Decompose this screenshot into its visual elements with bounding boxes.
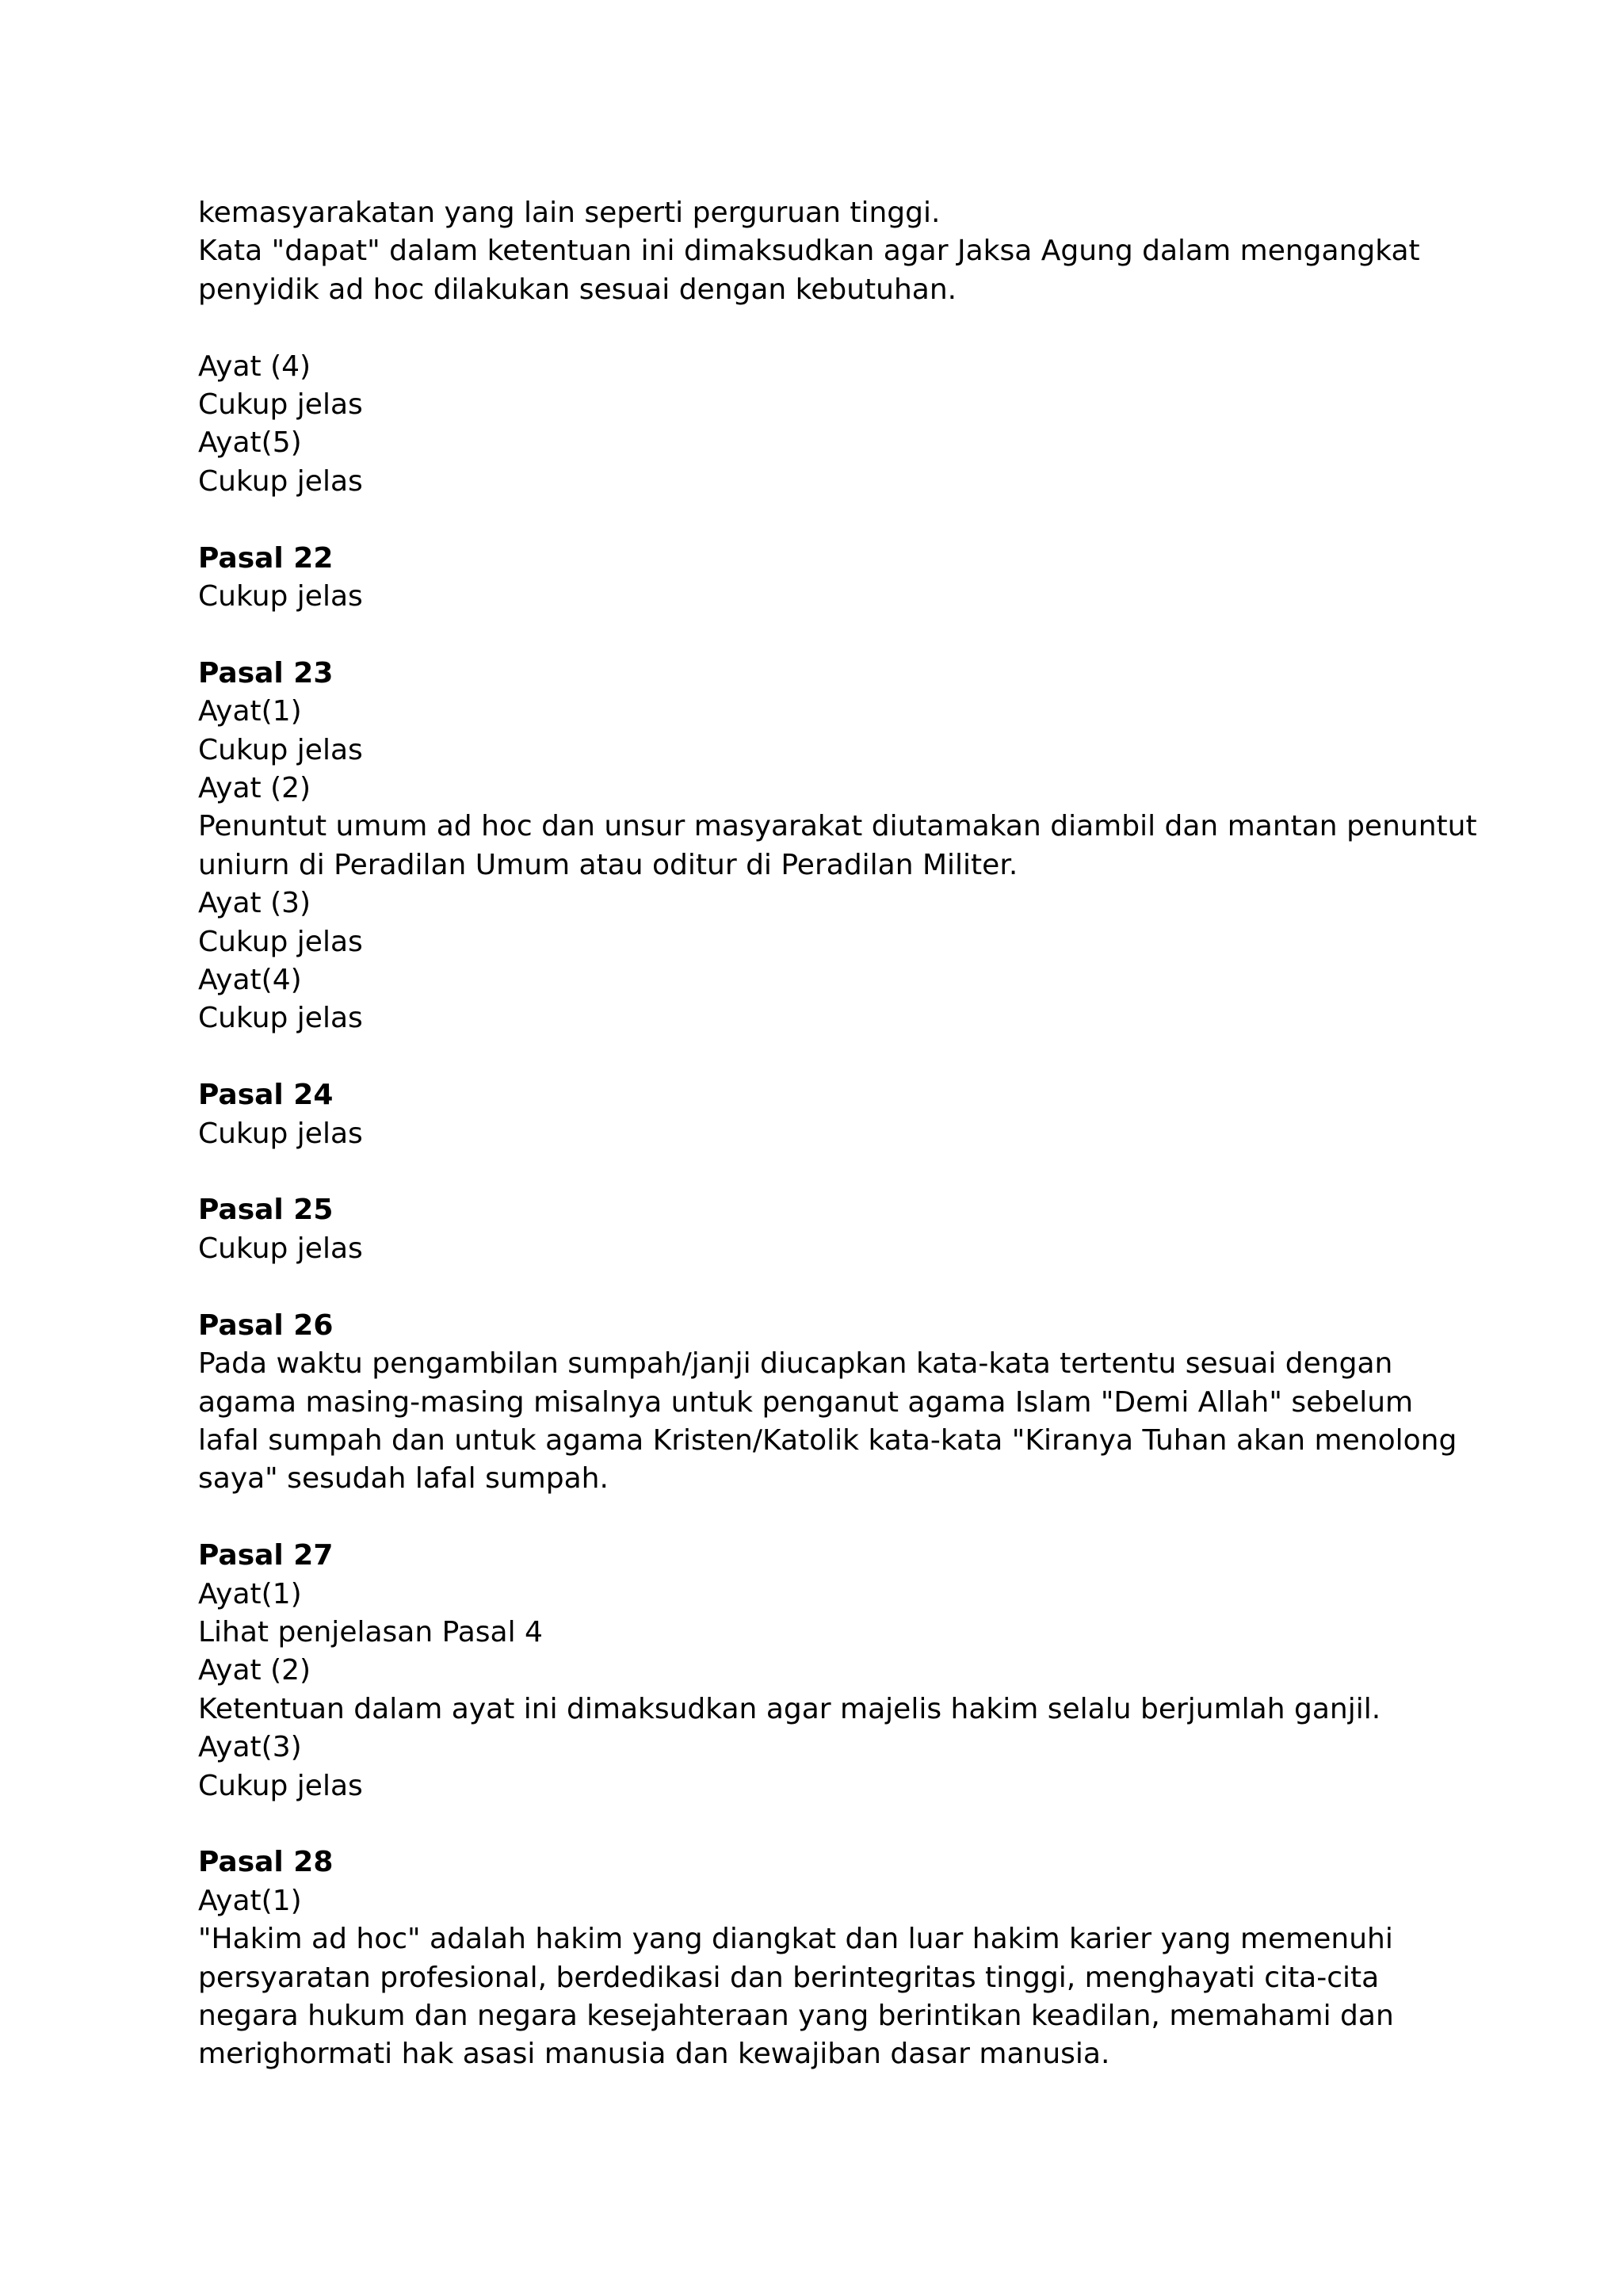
text-line: Cukup jelas: [198, 1769, 363, 1802]
text-line: Cukup jelas: [198, 580, 363, 613]
text-block: [198, 1230, 1466, 1268]
section-heading: Pasal 25: [198, 1194, 334, 1227]
paragraph-spacer: [198, 1038, 1466, 1076]
text-line: Ayat(1): [198, 1884, 302, 1917]
paragraph-spacer: [198, 501, 1466, 539]
text-line: Cukup jelas: [198, 733, 363, 766]
section-heading: Pasal 24: [198, 1079, 334, 1112]
text-block: [198, 348, 1466, 502]
text-line: persyaratan profesional, berdedikasi dan berintegritas tinggi, menghayati cita-cita: [198, 1961, 1380, 1994]
section-heading: Pasal 22: [198, 541, 334, 575]
text-line: Cukup jelas: [198, 388, 363, 422]
text-line: uniurn di Peradilan Umum atau oditur di Peradilan Militer.: [198, 848, 1018, 881]
paragraph-spacer: [198, 1805, 1466, 1843]
text-block: [198, 693, 1477, 1038]
text-line: Ayat (2): [198, 772, 311, 805]
text-line: Cukup jelas: [198, 1232, 363, 1265]
text-line: agama masing-masing misalnya untuk penganut agama Islam "Demi Allah" sebelum: [198, 1385, 1414, 1419]
text-line: Ayat(5): [198, 426, 302, 460]
text-line: Ayat (2): [198, 1654, 311, 1687]
text-block: [198, 1115, 1466, 1153]
paragraph-spacer: [198, 1153, 1466, 1191]
text-block: [198, 1345, 1466, 1499]
text-line: lafal sumpah dan untuk agama Kristen/Katolik kata-kata "Kiranya Tuhan akan menolong: [198, 1423, 1457, 1457]
text-line: "Hakim ad hoc" adalah hakim yang diangkat dan luar hakim karier yang memenuhi: [198, 1923, 1393, 1956]
text-line: penyidik ad hoc dilakukan sesuai dengan kebutuhan.: [198, 273, 957, 306]
paragraph-spacer: [198, 309, 1466, 347]
document-page: [198, 194, 1477, 2074]
text-line: merighormati hak asasi manusia dan kewajiban dasar manusia.: [198, 2038, 1110, 2071]
text-block: [198, 194, 1466, 309]
text-line: Ayat (3): [198, 887, 311, 920]
text-line: Ayat (4): [198, 350, 311, 383]
text-line: kemasyarakatan yang lain seperti perguruan tinggi.: [198, 197, 941, 229]
text-line: Cukup jelas: [198, 1117, 363, 1150]
text-block: [198, 578, 1466, 616]
text-line: negara hukum dan negara kesejahteraan yang berintikan keadilan, memahami dan: [198, 1999, 1394, 2032]
section-heading: Pasal 28: [198, 1846, 334, 1879]
text-line: Pada waktu pengambilan sumpah/janji diucapkan kata-kata tertentu sesuai dengan: [198, 1347, 1393, 1381]
text-line: Ayat(1): [198, 1577, 302, 1610]
text-line: Ayat(4): [198, 964, 302, 997]
text-line: saya" sesudah lafal sumpah.: [198, 1462, 609, 1496]
text-line: Cukup jelas: [198, 925, 363, 958]
text-line: Ketentuan dalam ayat ini dimaksudkan agar majelis hakim selalu berjumlah ganjil.: [198, 1692, 1381, 1725]
paragraph-spacer: [198, 1268, 1466, 1306]
text-line: Cukup jelas: [198, 1002, 363, 1035]
text-line: Penuntut umum ad hoc dan unsur masyarakat diutamakan diambil dan mantan penuntut: [198, 810, 1477, 843]
text-block: [198, 1882, 1466, 2074]
paragraph-spacer: [198, 616, 1466, 654]
text-line: Ayat(3): [198, 1731, 302, 1764]
section-heading: Pasal 26: [198, 1308, 334, 1342]
text-line: Lihat penjelasan Pasal 4: [198, 1615, 543, 1648]
paragraph-spacer: [198, 1499, 1466, 1537]
text-line: Cukup jelas: [198, 464, 363, 498]
text-line: Ayat(1): [198, 695, 302, 728]
text-line: Kata "dapat" dalam ketentuan ini dimaksudkan agar Jaksa Agung dalam mengangkat: [198, 235, 1420, 268]
section-heading: Pasal 27: [198, 1539, 334, 1572]
section-heading: Pasal 23: [198, 656, 334, 690]
text-block: [198, 1576, 1466, 1805]
